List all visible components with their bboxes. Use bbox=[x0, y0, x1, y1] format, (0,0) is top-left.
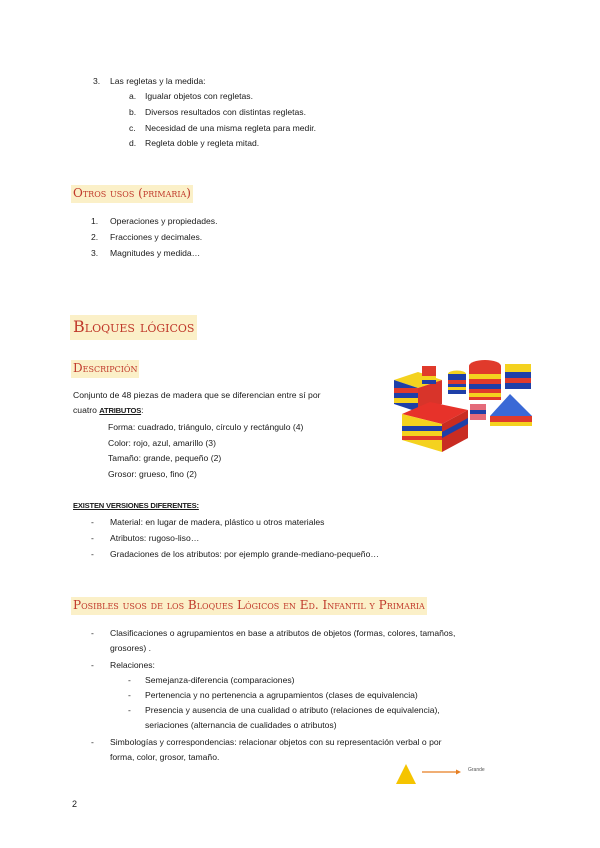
arrow-head-icon bbox=[456, 770, 461, 775]
logic-blocks-photo bbox=[390, 352, 538, 462]
list-item: Operaciones y propiedades. bbox=[110, 216, 218, 226]
list-item: Gradaciones de los atributos: por ejemplo grande-mediano-pequeño… bbox=[110, 549, 379, 559]
list-item-continuation: forma, color, grosor, tamaño. bbox=[110, 752, 220, 762]
list-item: Magnitudes y medida… bbox=[110, 248, 201, 258]
page-number: 2 bbox=[72, 799, 78, 809]
sublist-item: Pertenencia y no pertenencia a agrupamientos (clases de equivalencia) bbox=[145, 690, 418, 700]
sublist-item: Diversos resultados con distintas regletas. bbox=[145, 107, 306, 117]
diagram-label: Grande bbox=[468, 767, 485, 773]
description-line: Conjunto de 48 piezas de madera que se diferencian entre sí por bbox=[73, 390, 321, 400]
sublist-item: Regleta doble y regleta mitad. bbox=[145, 138, 260, 148]
sub-bullet-dash: - bbox=[128, 675, 131, 685]
list-number: 1. bbox=[91, 216, 99, 226]
list-item: Clasificaciones o agrupamientos en base a atributos de objetos (formas, colores, tamaños, bbox=[110, 628, 456, 638]
bullet-dash: - bbox=[91, 549, 94, 559]
sublist-mark: d. bbox=[129, 138, 137, 148]
list-number: 3. bbox=[91, 248, 99, 258]
sublist-item-continuation: seriaciones (alternancia de cualidades o atributos) bbox=[145, 720, 337, 730]
list-item: Material: en lugar de madera, plástico u otros materiales bbox=[110, 517, 325, 527]
sub-bullet-dash: - bbox=[128, 705, 131, 715]
list-item-continuation: grosores) . bbox=[110, 643, 152, 653]
bullet-dash: - bbox=[91, 517, 94, 527]
section-heading-otros-usos: Otros usos (primaria) bbox=[71, 185, 193, 203]
list-item: Relaciones: bbox=[110, 660, 155, 670]
list-number: 2. bbox=[91, 232, 99, 242]
sublist-mark: c. bbox=[129, 123, 136, 133]
versiones-heading: EXISTEN VERSIONES DIFERENTES: bbox=[73, 501, 199, 510]
sublist-item: Necesidad de una misma regleta para medir. bbox=[145, 123, 317, 133]
attribute-line: Grosor: grueso, fino (2) bbox=[108, 469, 197, 479]
section-heading-posibles-usos: Posibles usos de los Bloques Lógicos en Ed. Infantil y Primaria bbox=[71, 597, 427, 615]
sublist-mark: b. bbox=[129, 107, 137, 117]
list-item: Atributos: rugoso-liso… bbox=[110, 533, 200, 543]
attribute-line: Forma: cuadrado, triángulo, círculo y rectángulo (4) bbox=[108, 422, 304, 432]
section-heading-descripcion: Descripción bbox=[71, 360, 139, 378]
attribute-line: Tamaño: grande, pequeño (2) bbox=[108, 453, 222, 463]
description-line: cuatro ATRIBUTOS: bbox=[73, 405, 144, 415]
sublist-mark: a. bbox=[129, 91, 137, 101]
bullet-dash: - bbox=[91, 533, 94, 543]
sublist-item: Semejanza-diferencia (comparaciones) bbox=[145, 675, 295, 685]
bullet-dash: - bbox=[91, 737, 94, 747]
page-title-bloques: Bloques lógicos bbox=[70, 315, 197, 340]
sub-bullet-dash: - bbox=[128, 690, 131, 700]
list-item: Simbologías y correspondencias: relacionar objetos con su representación verbal o por bbox=[110, 737, 442, 747]
sublist-item: Presencia y ausencia de una cualidad o atributo (relaciones de equivalencia), bbox=[145, 705, 440, 715]
atributos-label: ATRIBUTOS bbox=[99, 406, 142, 415]
bullet-dash: - bbox=[91, 660, 94, 670]
yellow-triangle-icon bbox=[396, 764, 416, 784]
list-number: 3. bbox=[93, 76, 101, 86]
sublist-item: Igualar objetos con regletas. bbox=[145, 91, 253, 101]
attribute-line: Color: rojo, azul, amarillo (3) bbox=[108, 438, 216, 448]
bullet-dash: - bbox=[91, 628, 94, 638]
list-item: Las regletas y la medida: bbox=[110, 76, 206, 86]
list-item: Fracciones y decimales. bbox=[110, 232, 203, 242]
